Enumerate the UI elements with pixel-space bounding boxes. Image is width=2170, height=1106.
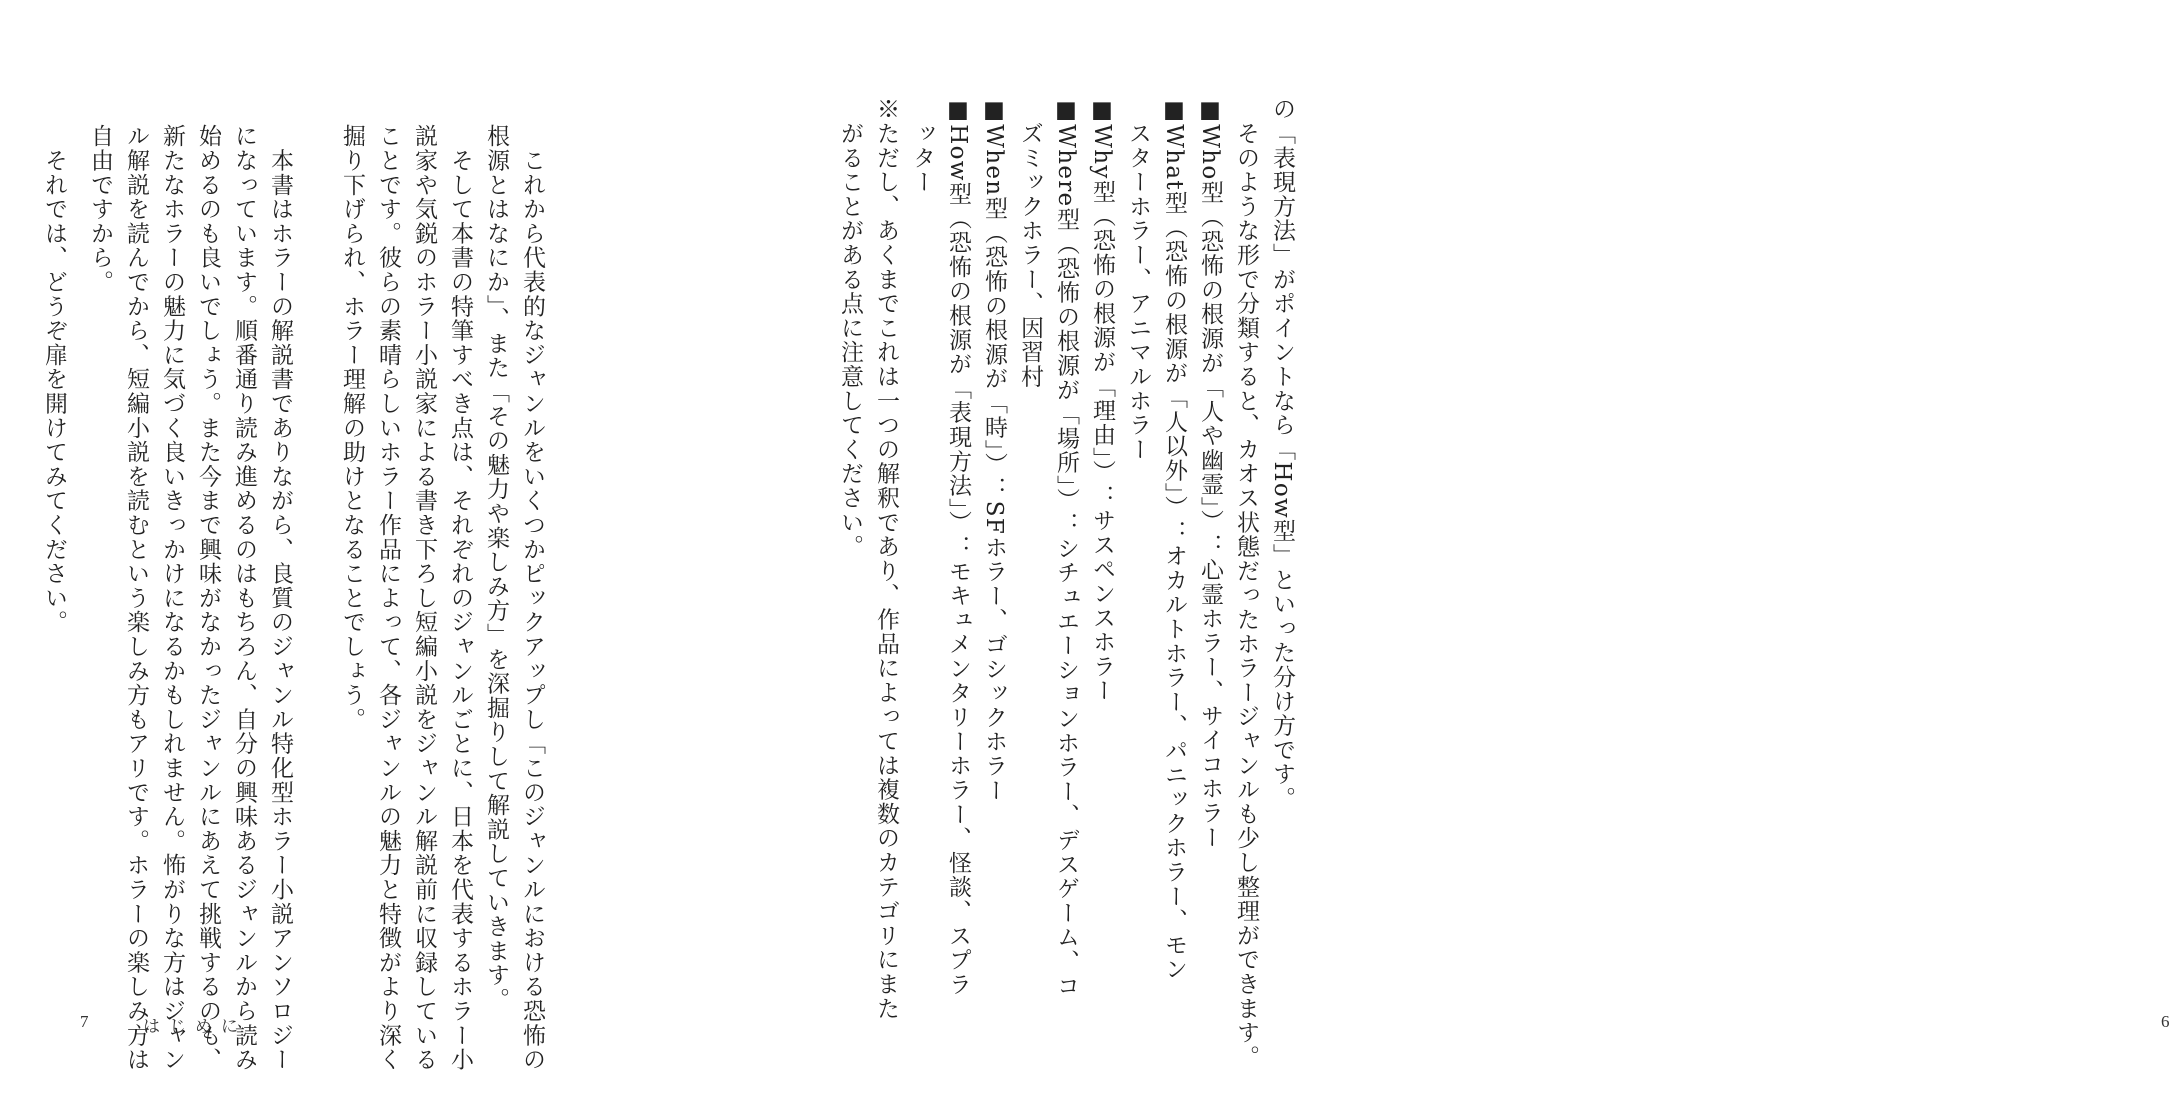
text-line: ル解説を読んでから、短編小説を読むという楽しみ方もアリです。ホラーの楽しみ方は bbox=[123, 124, 149, 1072]
text-line: 自由ですから。 bbox=[87, 124, 113, 295]
text-line: スターホラー、アニマルホラー bbox=[1125, 97, 1151, 462]
text-line: それでは、どうぞ扉を開けてみてください。 bbox=[41, 124, 67, 635]
text-line: がることがある点に注意してください。 bbox=[837, 97, 863, 559]
left-page bbox=[0, 0, 750, 1106]
left-page-closing bbox=[0, 124, 144, 924]
right-page-text bbox=[760, 97, 1372, 1069]
text-line: 始めるのも良いでしょう。また今まで興味がなかったジャンルにあえて挑戦するのも、 bbox=[195, 124, 221, 1072]
text-line: ■How型（恐怖の根源が「表現方法」）：モキュメンタリーホラー、怪談、スプラ bbox=[945, 97, 971, 997]
running-head: はじめに bbox=[143, 1017, 247, 1037]
text-line: になっています。順番通り読み進めるのはもちろん、自分の興味あるジャンルから読み bbox=[231, 124, 257, 1072]
text-line: これから代表的なジャンルをいくつかピックアップし「このジャンルにおける恐怖の bbox=[519, 124, 545, 1072]
text-line: 本書はホラーの解説書でありながら、良質のジャンル特化型ホラー小説アンソロジー bbox=[267, 124, 293, 1072]
page-number-left: 7 bbox=[80, 1012, 89, 1031]
text-line: ※ただし、あくまでこれは一つの解釈であり、作品によっては複数のカテゴリにまた bbox=[873, 97, 899, 1021]
text-line: ■Why型（恐怖の根源が「理由」）：サスペンスホラー bbox=[1089, 97, 1115, 703]
text-line: ことです。彼らの素晴らしいホラー作品によって、各ジャンルの魅力と特徴がより深く bbox=[375, 124, 401, 1072]
text-line: ■What型（恐怖の根源が「人以外」）：オカルトホラー、パニックホラー、モン bbox=[1161, 97, 1187, 982]
text-line: ッター bbox=[909, 97, 935, 195]
text-line: そして本書の特筆すべき点は、それぞれのジャンルごとに、日本を代表するホラー小 bbox=[447, 124, 473, 1072]
right-page bbox=[750, 0, 2170, 1106]
text-line: 根源とはなにか」、また「その魅力や楽しみ方」を深掘りして解説していきます。 bbox=[483, 124, 509, 1012]
text-line: 説家や気鋭のホラー小説家による書き下ろし短編小説をジャンル解説前に収録している bbox=[411, 124, 437, 1072]
text-line: ズミックホラー、因習村 bbox=[1017, 97, 1043, 389]
text-line: ■Where型（恐怖の根源が「場所」）：シチュエーションホラー、デスゲーム、コ bbox=[1053, 97, 1079, 998]
text-line: の「表現方法」がポイントなら「How型」といった分け方です。 bbox=[1269, 97, 1295, 811]
page-number-right: 6 bbox=[2161, 1012, 2170, 1031]
text-line: ■Who型（恐怖の根源が「人や幽霊」）：心霊ホラー、サイコホラー bbox=[1197, 97, 1223, 850]
text-line: ■When型（恐怖の根源が「時」）：SFホラー、ゴシックホラー bbox=[981, 97, 1007, 803]
text-line: 新たなホラーの魅力に気づく良いきっかけになるかもしれません。怖がりな方はジャン bbox=[159, 124, 185, 1072]
text-line: そのような形で分類すると、カオス状態だったホラージャンルも少し整理ができます。 bbox=[1233, 97, 1259, 1069]
text-line: 掘り下げられ、ホラー理解の助けとなることでしょう。 bbox=[339, 124, 365, 732]
